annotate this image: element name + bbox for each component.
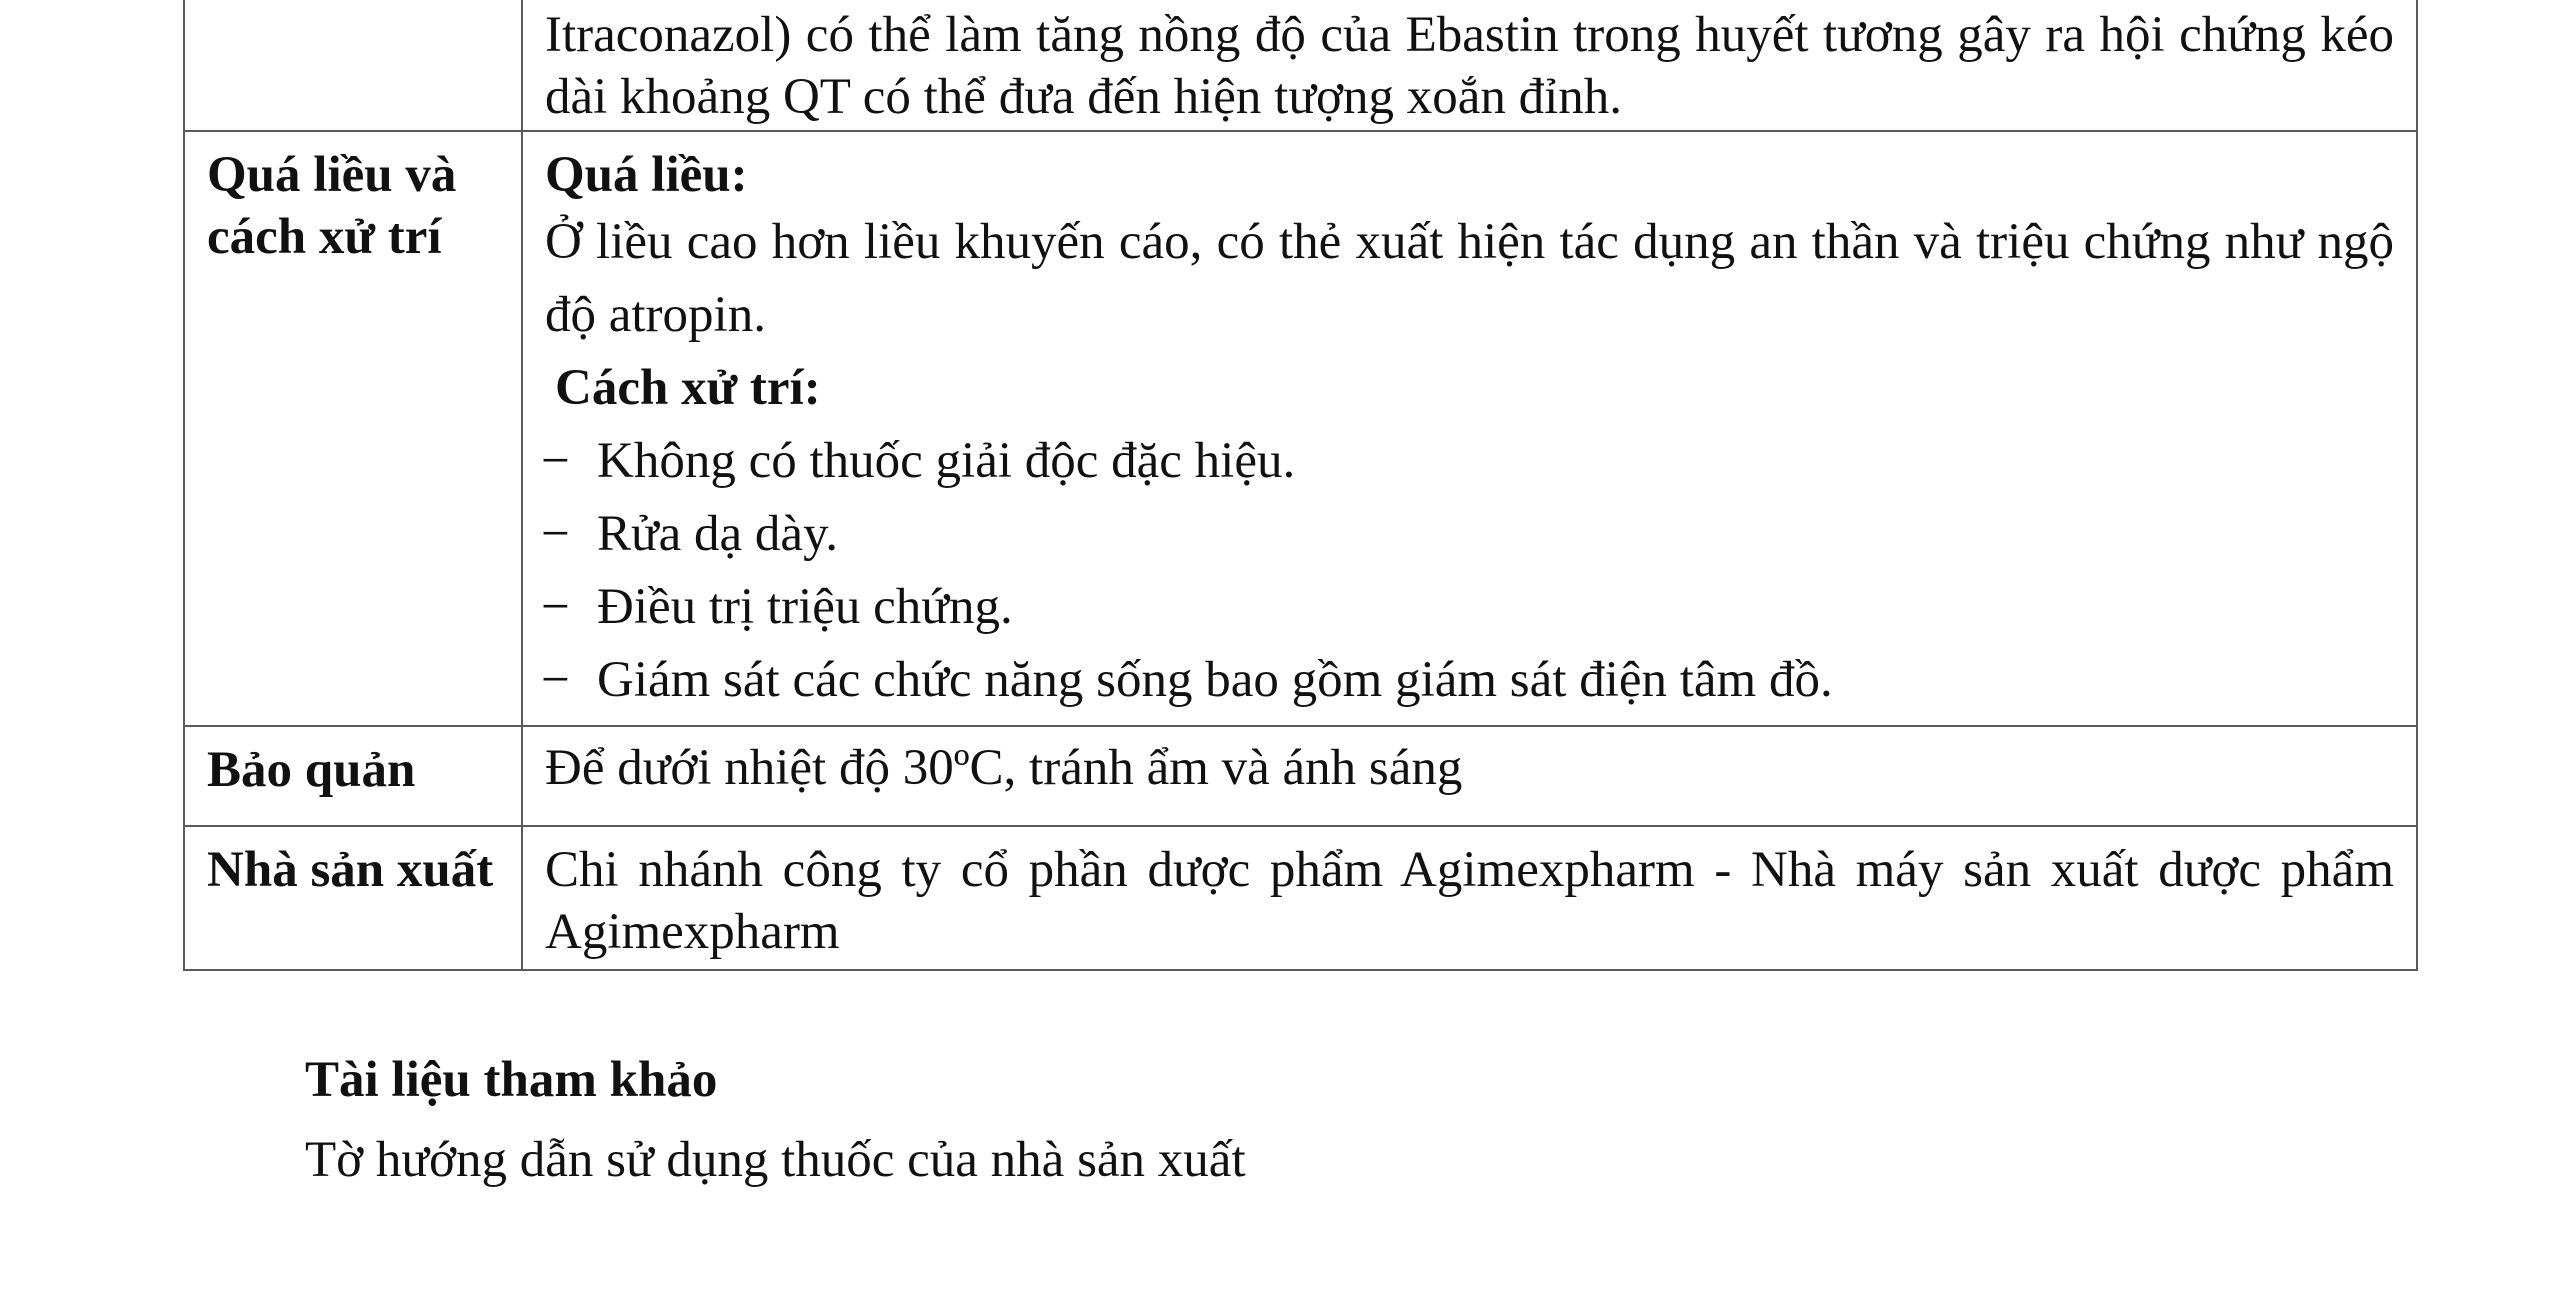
- list-item-text: Không có thuốc giải độc đặc hiệu.: [597, 433, 1296, 489]
- list-item-text: Giám sát các chức năng sống bao gồm giám sát điện tâm đồ.: [597, 652, 1833, 708]
- drug-info-table: [183, 0, 2418, 971]
- dash-bullet-icon: −: [541, 652, 570, 708]
- overdose-content: [522, 131, 2417, 726]
- dash-bullet-icon: −: [541, 506, 570, 562]
- table-row-storage: [184, 726, 2417, 826]
- manufacturer-text: Chi nhánh công ty cổ phần dược phẩm Agimexpharm - Nhà máy sản xuất dược phẩm Agimexpharm: [522, 826, 2417, 970]
- dash-bullet-icon: −: [541, 433, 570, 489]
- row-label-overdose: Quá liều và cách xử trí: [184, 131, 522, 726]
- overdose-heading: Quá liều:: [545, 147, 748, 203]
- references-section: [305, 1050, 1246, 1190]
- management-heading: Cách xử trí:: [555, 360, 821, 416]
- management-list: [541, 425, 2394, 717]
- interaction-text: Itraconazol) có thể làm tăng nồng độ của Ebastin trong huyết tương gây ra hội chứng kéo dài khoảng QT có thể đưa đến hiện tượng xoắn đỉnh.: [522, 0, 2417, 131]
- list-item: [541, 425, 2394, 498]
- storage-text: Để dưới nhiệt độ 30ºC, tránh ẩm và ánh sáng: [522, 726, 2417, 826]
- table-row-overdose: [184, 131, 2417, 726]
- row-label-manufacturer: Nhà sản xuất: [184, 826, 522, 970]
- list-item-text: Rửa dạ dày.: [597, 506, 839, 562]
- references-title: Tài liệu tham khảo: [305, 1052, 718, 1108]
- row-label: [184, 0, 522, 131]
- list-item: [541, 644, 2394, 717]
- table-row-manufacturer: [184, 826, 2417, 970]
- list-item-text: Điều trị triệu chứng.: [597, 579, 1013, 635]
- table-row-continued: [184, 0, 2417, 131]
- list-item: [541, 498, 2394, 571]
- row-label-storage: Bảo quản: [184, 726, 522, 826]
- dash-bullet-icon: −: [541, 579, 570, 635]
- references-text: Tờ hướng dẫn sử dụng thuốc của nhà sản xuất: [305, 1132, 1246, 1188]
- overdose-text: Ở liều cao hơn liều khuyến cáo, có thẻ xuất hiện tác dụng an thần và triệu chứng như ngộ độ atropin.: [545, 214, 2394, 343]
- list-item: [541, 571, 2394, 644]
